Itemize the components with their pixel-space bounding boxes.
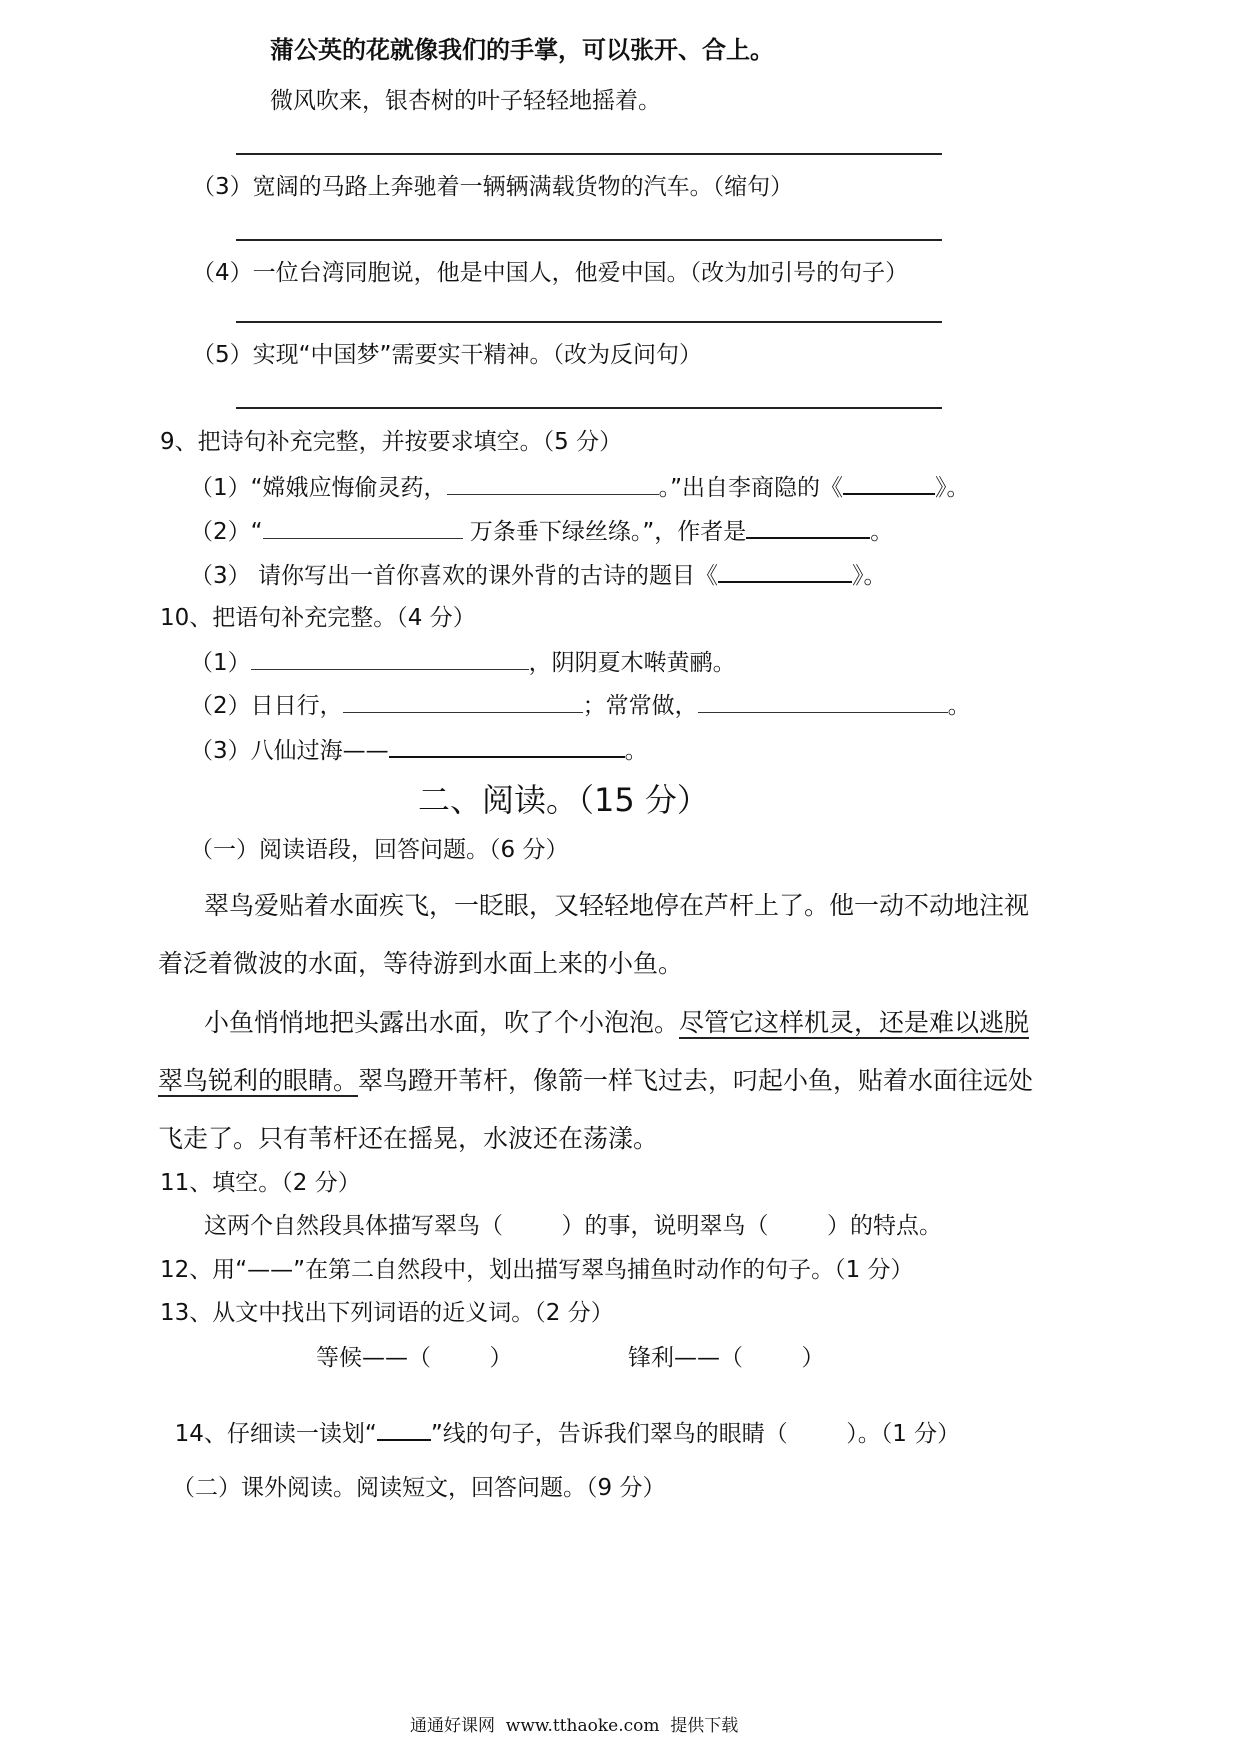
blank (718, 559, 852, 583)
question-3: （3）宽阔的马路上奔驰着一辆辆满载货物的汽车。（缩句） (192, 174, 794, 200)
q9-item-1-text-b: 。”出自李商隐的《 (658, 475, 843, 501)
q9-item-2-text: （2）“ (190, 519, 263, 545)
blank (447, 472, 659, 495)
q10-item-2-text-b: ；常常做， (582, 693, 698, 719)
q10-item-1-text: （1） (190, 650, 251, 676)
blank (263, 516, 463, 539)
q9-item-2-text-c: 。 (870, 519, 894, 545)
q13-title: 13、从文中找出下列词语的近义词。（2 分） (160, 1300, 614, 1326)
p2-text: 小鱼悄悄地把头露出水面，吹了个小泡泡。 (204, 1008, 680, 1037)
q12-title: 12、用“——”在第二自然段中，划出描写翠鸟捕鱼时动作的句子。（1 分） (160, 1257, 914, 1283)
q10-item-2-text-c: 。 (947, 693, 971, 719)
q9-item-1-text: （1）“嫦娥应悔偷灵药， (190, 475, 447, 501)
blank (389, 734, 625, 758)
q10-title: 10、把语句补充完整。（4 分） (160, 605, 476, 631)
q10-item-2 (190, 690, 971, 721)
q14-text-b: ”线的句子，告诉我们翠鸟的眼睛（ ）。（1 分） (430, 1421, 961, 1447)
answer-line (236, 407, 942, 409)
paragraph-1-line-1: 翠鸟爱贴着水面疾飞，一眨眼，又轻轻地停在芦杆上了。他一动不动地注视 (204, 891, 1030, 920)
q10-item-3-text-b: 。 (624, 738, 648, 764)
q14-text-a: 14、仔细读一读划“ (174, 1421, 377, 1447)
q13-word-1: 等候——（ ） (316, 1345, 513, 1371)
page-footer: 通通好课网 www.tthaoke.com 提供下载 (410, 1716, 739, 1736)
paragraph-2-line-2 (158, 1061, 1033, 1097)
q10-item-1 (190, 647, 736, 678)
q10-item-3-text: （3）八仙过海—— (190, 738, 389, 764)
blank (343, 690, 583, 713)
q14-title (160, 1387, 960, 1449)
blank (377, 1417, 431, 1441)
q11-body: 这两个自然段具体描写翠鸟（ ）的事，说明翠鸟（ ）的特点。 (204, 1213, 942, 1239)
q10-item-1-text-b: ，阴阴夏木啭黄鹂。 (528, 650, 736, 676)
underlined-sentence: 尽管它这样机灵，还是难以逃脱 (679, 1008, 1030, 1037)
q9-item-3-text-b: 》。 (851, 563, 887, 589)
blank (843, 471, 935, 495)
q9-item-1 (190, 471, 969, 503)
q11-title: 11、填空。（2 分） (160, 1170, 361, 1196)
question-5: （5）实现“中国梦”需要实干精神。（改为反问句） (192, 342, 702, 368)
q9-item-3-text: （3） 请你写出一首你喜欢的课外背的古诗的题目《 (190, 563, 718, 589)
p2-text-2: 翠鸟蹬开苇杆，像箭一样飞过去，叼起小鱼，贴着水面往远处 (358, 1066, 1034, 1095)
blank (698, 690, 948, 713)
paragraph-2-line-3: 飞走了。只有苇杆还在摇晃，水波还在荡漾。 (158, 1124, 659, 1153)
q9-item-1-text-c: 》。 (934, 475, 970, 501)
paragraph-2-line-1 (204, 1003, 1029, 1039)
q9-title: 9、把诗句补充完整，并按要求填空。（5 分） (160, 429, 623, 455)
q13-word-2: 锋利——（ ） (628, 1345, 825, 1371)
q9-item-2-text-b: 万条垂下绿丝绦。”，作者是 (469, 519, 747, 545)
q10-item-2-text: （2）日日行， (190, 693, 343, 719)
answer-line (236, 239, 942, 241)
sentence-2: 微风吹来，银杏树的叶子轻轻地摇着。 (270, 88, 661, 114)
sentence-1: 蒲公英的花就像我们的手掌，可以张开、合上。 (270, 36, 774, 64)
q10-item-3 (190, 734, 648, 766)
paragraph-1-line-2: 着泛着微波的水面，等待游到水面上来的小鱼。 (158, 949, 684, 978)
blank (251, 647, 529, 670)
section-title: 二、阅读。（15 分） (418, 781, 709, 819)
blank (746, 515, 870, 539)
question-4: （4）一位台湾同胞说，他是中国人，他爱中国。（改为加引号的句子） (192, 260, 909, 286)
answer-line (236, 153, 942, 155)
subsection-2-title: （二）课外阅读。阅读短文，回答问题。（9 分） (172, 1475, 666, 1501)
subsection-1-title: （一）阅读语段，回答问题。（6 分） (190, 837, 569, 863)
underlined-sentence-end: 翠鸟锐利的眼睛。 (158, 1066, 359, 1095)
q9-item-3 (190, 559, 886, 591)
q9-item-2 (190, 515, 893, 547)
answer-line (236, 321, 942, 323)
